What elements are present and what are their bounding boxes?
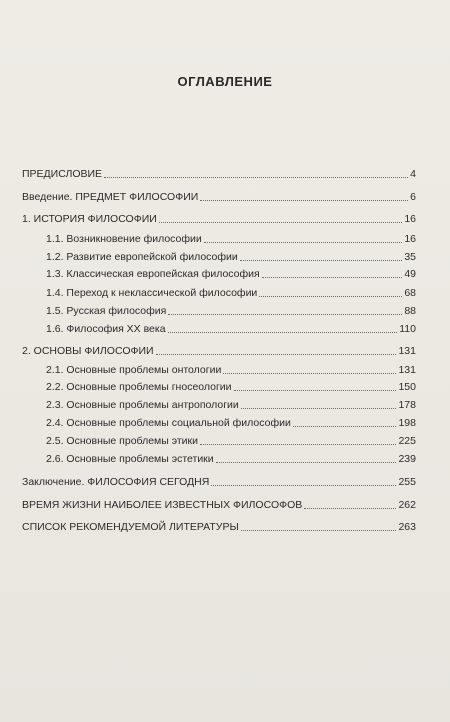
toc-entry-page-number: 198 xyxy=(398,417,416,429)
toc-leader-dots xyxy=(204,241,403,243)
toc-entry-label: 2.4. Основные проблемы социальной философии xyxy=(46,417,291,429)
toc-entry-label: СПИСОК РЕКОМЕНДУЕМОЙ ЛИТЕРАТУРЫ xyxy=(22,521,239,533)
toc-entry-page-number: 88 xyxy=(404,305,416,317)
toc-entry-page-number: 131 xyxy=(398,345,416,357)
toc-entry-label: ВРЕМЯ ЖИЗНИ НАИБОЛЕЕ ИЗВЕСТНЫХ ФИЛОСОФОВ xyxy=(22,499,303,511)
toc-entry xyxy=(46,364,416,377)
toc-leader-dots xyxy=(168,313,402,315)
toc-entry xyxy=(46,251,416,264)
toc-leader-dots xyxy=(223,372,396,374)
toc-entry xyxy=(46,233,416,246)
toc-entry-page-number: 178 xyxy=(398,399,416,411)
toc-entry-page-number: 110 xyxy=(399,323,416,335)
toc-entry xyxy=(46,305,416,318)
toc-entry-label: 2.3. Основные проблемы антропологии xyxy=(46,399,239,411)
toc-entry xyxy=(46,323,416,336)
toc-entry-label: 1. ИСТОРИЯ ФИЛОСОФИИ xyxy=(22,213,157,225)
toc-leader-dots xyxy=(159,221,403,223)
toc-entry xyxy=(22,191,416,204)
toc-entry-page-number: 150 xyxy=(398,381,416,393)
toc-leader-dots xyxy=(293,425,397,427)
toc-leader-dots xyxy=(211,484,396,486)
toc-leader-dots xyxy=(104,176,408,178)
toc-entry-page-number: 6 xyxy=(410,191,416,203)
toc-entry-label: 1.4. Переход к неклассической философии xyxy=(46,287,258,299)
toc-entry xyxy=(46,435,416,448)
toc-leader-dots xyxy=(241,407,397,409)
toc-leader-dots xyxy=(168,331,398,333)
toc-entry-label: Введение. ПРЕДМЕТ ФИЛОСОФИИ xyxy=(22,191,199,203)
toc-entry xyxy=(22,476,416,489)
toc-entry-page-number: 262 xyxy=(398,499,416,511)
toc-entry-page-number: 49 xyxy=(404,268,416,280)
toc-entry xyxy=(22,345,416,358)
toc-entry-page-number: 131 xyxy=(398,364,416,376)
toc-entry xyxy=(46,268,416,281)
toc-leader-dots xyxy=(262,276,403,278)
toc-entry xyxy=(22,168,416,181)
toc-leader-dots xyxy=(304,507,396,509)
toc-entry xyxy=(46,381,416,394)
toc-entry-label: Заключение. ФИЛОСОФИЯ СЕГОДНЯ xyxy=(22,476,210,488)
toc-entry-label: 2.5. Основные проблемы этики xyxy=(46,435,198,447)
toc-entry-label: 2. ОСНОВЫ ФИЛОСОФИИ xyxy=(22,345,154,357)
toc-entry xyxy=(22,521,416,534)
toc-entry-label: 1.3. Классическая европейская философия xyxy=(46,268,260,280)
toc-entry xyxy=(46,287,416,300)
toc-leader-dots xyxy=(200,199,408,201)
toc-entry-label: 1.1. Возникновение философии xyxy=(46,233,202,245)
toc-entry-label: ПРЕДИСЛОВИЕ xyxy=(22,168,103,180)
toc-entry-page-number: 16 xyxy=(404,213,416,225)
toc-entry-label: 1.2. Развитие европейской философии xyxy=(46,251,238,263)
toc-entry-label: 1.5. Русская философия xyxy=(46,305,167,317)
toc-entry-label: 1.6. Философия XX века xyxy=(46,323,166,335)
toc-leader-dots xyxy=(259,295,402,297)
toc-entry-page-number: 68 xyxy=(404,287,416,299)
toc-entry-label: 2.1. Основные проблемы онтологии xyxy=(46,364,222,376)
toc-entry-page-number: 35 xyxy=(404,251,416,263)
toc-leader-dots xyxy=(240,259,403,261)
toc-entry-label: 2.6. Основные проблемы эстетики xyxy=(46,453,214,465)
toc-entry-page-number: 4 xyxy=(410,168,416,180)
toc-entry-page-number: 255 xyxy=(398,476,416,488)
toc-leader-dots xyxy=(200,443,396,445)
toc-leader-dots xyxy=(216,461,397,463)
toc-entry-page-number: 263 xyxy=(398,521,416,533)
toc-leader-dots xyxy=(241,529,397,531)
toc-entry xyxy=(46,453,416,466)
toc-leader-dots xyxy=(234,389,397,391)
toc-entry xyxy=(22,499,416,512)
toc-entry xyxy=(22,213,416,226)
toc-entry-label: 2.2. Основные проблемы гносеологии xyxy=(46,381,232,393)
toc-leader-dots xyxy=(156,353,397,355)
toc-entry xyxy=(46,399,416,412)
page-title: ОГЛАВЛЕНИЕ xyxy=(177,74,273,89)
toc-entry-page-number: 225 xyxy=(398,435,416,447)
toc-entry-page-number: 16 xyxy=(404,233,416,245)
toc-entry xyxy=(46,417,416,430)
toc-entry-page-number: 239 xyxy=(398,453,416,465)
